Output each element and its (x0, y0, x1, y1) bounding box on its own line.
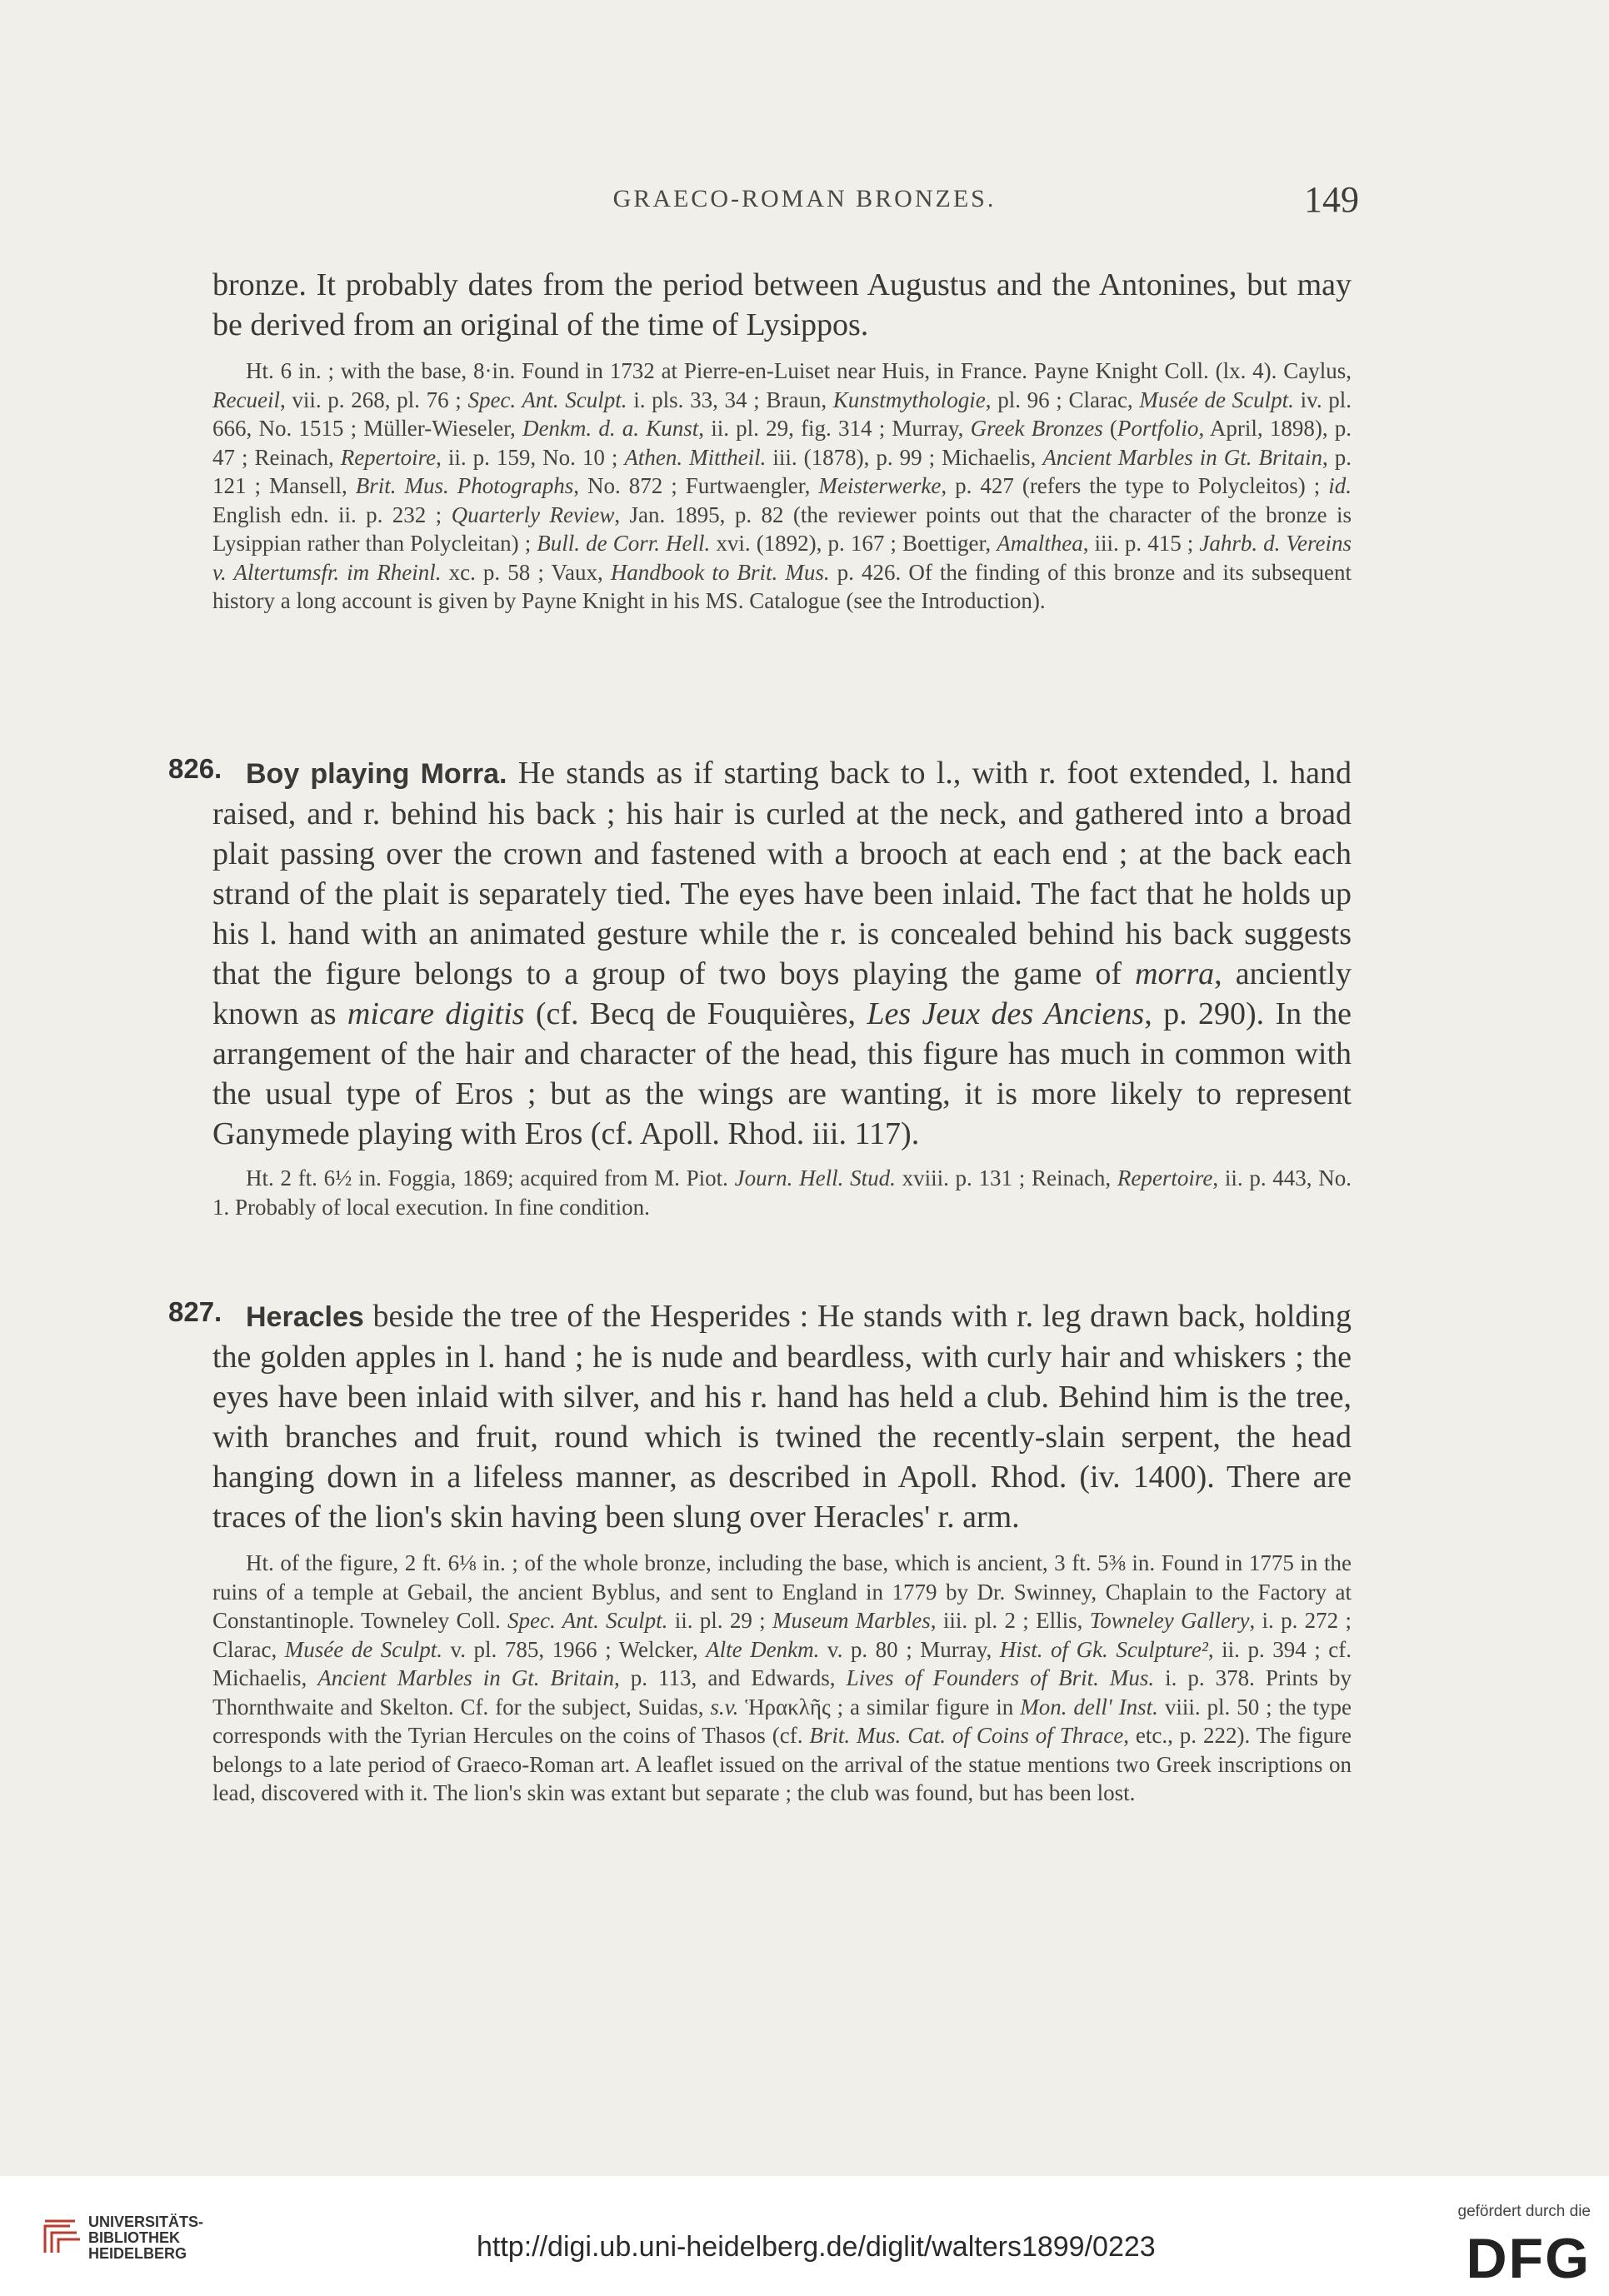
library-line: BIBLIOTHEK (88, 2229, 180, 2246)
text-run: , Jan. 1895, p. 82 (the reviewer points out that the character of the bronze is Lysippian rather than Polycleitan) ; (212, 502, 1352, 556)
library-line: UNIVERSITÄTS- (88, 2214, 204, 2230)
italic-citation: Greek Bronzes (970, 416, 1103, 441)
text-run: ( (1102, 416, 1117, 441)
running-title: GRAECO-ROMAN BRONZES. (612, 185, 997, 212)
italic-citation: Portfolio (1117, 416, 1199, 441)
italic-citation: Jahrb. d. Vereins v. Altertumsfr. im Rheinl. (212, 531, 1352, 585)
text-run: iii. (1878), p. 99 ; Michaelis, (766, 444, 1043, 470)
entry-title: Heracles (246, 1301, 364, 1333)
italic-citation: Handbook to Brit. Mus. (610, 559, 830, 585)
text-run: Ht. of the figure, 2 ft. 6⅛ in. ; of the whole bronze, including the base, which is ancient, 3 ft. 5⅜ in. Found in 1775 in the ruins of a temple at Gebail, the ancient Byblus, and sent to England in 1779 by Dr. Swinney, Chaplain to the Factory at Constantinople. Towneley Coll. (212, 1550, 1352, 1633)
italic-citation: Spec. Ant. Sculpt. (467, 387, 627, 412)
page-number: 149 (1304, 179, 1359, 220)
entry-text (212, 1299, 1352, 1535)
italic-citation: Amalthea (997, 531, 1083, 556)
italic-citation: Ancient Marbles in Gt. Britain (1042, 444, 1323, 470)
intro-note (212, 357, 1352, 616)
italic-citation: Kunstmythologie (832, 387, 986, 412)
entry-number: 827. (168, 1296, 222, 1327)
text-run: , pl. 96 ; Clarac, (985, 387, 1140, 412)
italic-citation: Recueil (212, 387, 280, 412)
text-run: , p. 121 ; Mansell, (212, 444, 1352, 498)
italic-citation: Meisterwerke (818, 473, 942, 498)
italic-citation: Musée de Sculpt. (284, 1636, 442, 1662)
text-run: , April, 1898), p. 47 ; Reinach, (212, 416, 1352, 470)
entry-number: 826. (168, 753, 222, 784)
entry-827 (168, 1296, 1352, 1808)
library-line: HEIDELBERG (88, 2245, 187, 2262)
text-run: , vii. p. 268, pl. 76 ; (279, 387, 468, 412)
entry-body (212, 753, 1352, 1154)
library-name (88, 2214, 203, 2262)
italic-citation: Repertoire (340, 444, 437, 470)
text-run: i. pls. 33, 34 ; Braun, (627, 387, 833, 412)
text-run: , anciently known as (212, 956, 1352, 1031)
text-run: , i. p. 272 ; Clarac, (212, 1608, 1352, 1662)
text-run: Ht. 2 ft. 6½ in. Foggia, 1869; acquired from M. Piot. (246, 1165, 735, 1190)
text-run: beside the tree of the Hesperides : He stands with r. leg drawn back, holding the golden apples in l. hand ; he is nude and beardless, with curly hair and whiskers ; the eyes have been inlaid with silver, and his r. hand has held a club. Behind him is the tree, with branches and fruit, round which is twined the recently-slain serpent, the head hanging down in a lifeless manner, as described in Apoll. Rhod. (iv. 1400). There are traces of the lion's skin having been slung over Heracles' r. arm. (212, 1299, 1352, 1535)
entry-title: Boy playing Morra. (246, 758, 507, 790)
funding-text: gefördert durch die (1457, 2203, 1591, 2220)
text-run: Ἡρακλῆς ; a similar figure in (738, 1694, 1021, 1720)
text-run: , p. 113, and Edwards, (614, 1665, 847, 1690)
entry-826 (168, 753, 1352, 1221)
text-run: , iii. p. 415 ; (1082, 531, 1200, 556)
italic-citation: Spec. Ant. Sculpt. (507, 1608, 668, 1633)
text-run: , p. 427 (refers the type to Polycleitos) ; (941, 473, 1329, 498)
intro-body: bronze. It probably dates from the period between Augustus and the Antonines, but may be derived from an original of the time of Lysippos. (212, 267, 1352, 342)
italic-citation: Denkm. d. a. Kunst (522, 416, 699, 441)
italic-citation: Mon. dell' Inst. (1020, 1694, 1158, 1720)
italic-citation: Bull. de Corr. Hell. (537, 531, 711, 556)
text-run: xvi. (1892), p. 167 ; Boettiger, (710, 531, 997, 556)
italic-citation: Lives of Founders of Brit. Mus. (846, 1665, 1155, 1690)
text-run: i. p. 378. Prints by Thornthwaite and Skelton. Cf. for the subject, Suidas, (212, 1665, 1352, 1720)
text-run: , iii. pl. 2 ; Ellis, (930, 1608, 1090, 1633)
italic-citation: Alte Denkm. (706, 1636, 820, 1662)
entry-body (212, 1296, 1352, 1537)
italic-citation: Hist. of Gk. Sculpture² (999, 1636, 1208, 1662)
text-run: , ii. pl. 29, fig. 314 ; Murray, (698, 416, 971, 441)
italic-citation: Journ. Hell. Stud. (734, 1165, 896, 1190)
text-run: , p. 290). In the arrangement of the hair and character of the head, this figure has much in common with the usual type of Eros ; but as the wings are wanting, it is more likely to represent Ganymede playing with Eros (cf. Apoll. Rhod. iii. 117). (212, 996, 1352, 1151)
text-run: viii. pl. 50 ; the type corresponds with the Tyrian Hercules on the coins of Thasos (cf. (212, 1694, 1352, 1748)
italic-citation: Les Jeux des Anciens (867, 996, 1145, 1031)
text-run: , No. 872 ; Furtwaengler, (573, 473, 819, 498)
running-head (0, 179, 1609, 220)
italic-citation: s.v. (710, 1694, 739, 1720)
text-run: ii. pl. 29 ; (667, 1608, 772, 1633)
text-run: , ii. p. 394 ; cf. Michaelis, (212, 1636, 1352, 1690)
entry-note (212, 1164, 1352, 1221)
italic-citation: morra (1135, 956, 1215, 991)
entry-note (212, 1549, 1352, 1808)
italic-citation: Brit. Mus. Photographs (355, 473, 574, 498)
text-run: Ht. 6 in. ; with the base, 8·in. Found in 1732 at Pierre-en-Luiset near Huis, in France. Payne Knight Coll. (lx. 4). Caylus, (246, 358, 1352, 383)
text-run: v. p. 80 ; Murray, (819, 1636, 1000, 1662)
italic-citation: Quarterly Review (451, 502, 615, 527)
italic-citation: Museum Marbles (772, 1608, 931, 1633)
text-run: English edn. ii. p. 232 ; (212, 502, 452, 527)
dfg-logo: DFG (1466, 2227, 1591, 2290)
intro-section (212, 265, 1352, 616)
text-run: He stands as if starting back to l., with r. foot extended, l. hand raised, and r. behind his back ; his hair is curled at the neck, and gathered into a broad plait passing over the crown and fastened with a brooch at each end ; at the back each strand of the plait is separately tied. The eyes have been inlaid. The fact that he holds up his l. hand with an animated gesture while the r. is concealed behind his back suggests that the figure belongs to a group of two boys playing the game of (212, 756, 1352, 991)
entry-text (212, 756, 1352, 1151)
text-run: , etc., p. 222). The figure belongs to a late period of Graeco-Roman art. A leaflet issued on the arrival of the statue mentions two Greek inscriptions on lead, discovered with it. The lion's skin was extant but separate ; the club was found, but has been lost. (212, 1723, 1352, 1805)
text-run: , ii. p. 159, No. 10 ; (436, 444, 625, 470)
italic-citation: Ancient Marbles in Gt. Britain (317, 1665, 615, 1690)
text-run: p. 426. Of the finding of this bronze and its subsequent history a long account is given by Payne Knight in his MS. Catalogue (see the Introduction). (212, 559, 1352, 613)
italic-citation: Towneley Gallery (1089, 1608, 1250, 1633)
text-run: xviii. p. 131 ; Reinach, (895, 1165, 1117, 1190)
text-run: (cf. Becq de Fouquières, (524, 996, 867, 1031)
text-run: v. pl. 785, 1966 ; Welcker, (442, 1636, 707, 1662)
library-logo-icon (42, 2214, 82, 2256)
italic-citation: Brit. Mus. Cat. of Coins of Thrace (809, 1723, 1124, 1748)
italic-citation: Repertoire (1117, 1165, 1213, 1190)
italic-citation: Musée de Sculpt. (1139, 387, 1294, 412)
permalink-url[interactable]: http://digi.ub.uni-heidelberg.de/diglit/walters1899/0223 (477, 2231, 1156, 2263)
italic-citation: micare digitis (347, 996, 525, 1031)
italic-citation: id. (1328, 473, 1352, 498)
footer-bar (0, 2176, 1609, 2296)
text-run: xc. p. 58 ; Vaux, (441, 559, 611, 585)
text-run: iv. pl. 666, No. 1515 ; Müller-Wieseler, (212, 387, 1352, 441)
italic-citation: Athen. Mittheil. (624, 444, 767, 470)
text-run: , ii. p. 443, No. 1. Probably of local execution. In fine condition. (212, 1165, 1352, 1220)
